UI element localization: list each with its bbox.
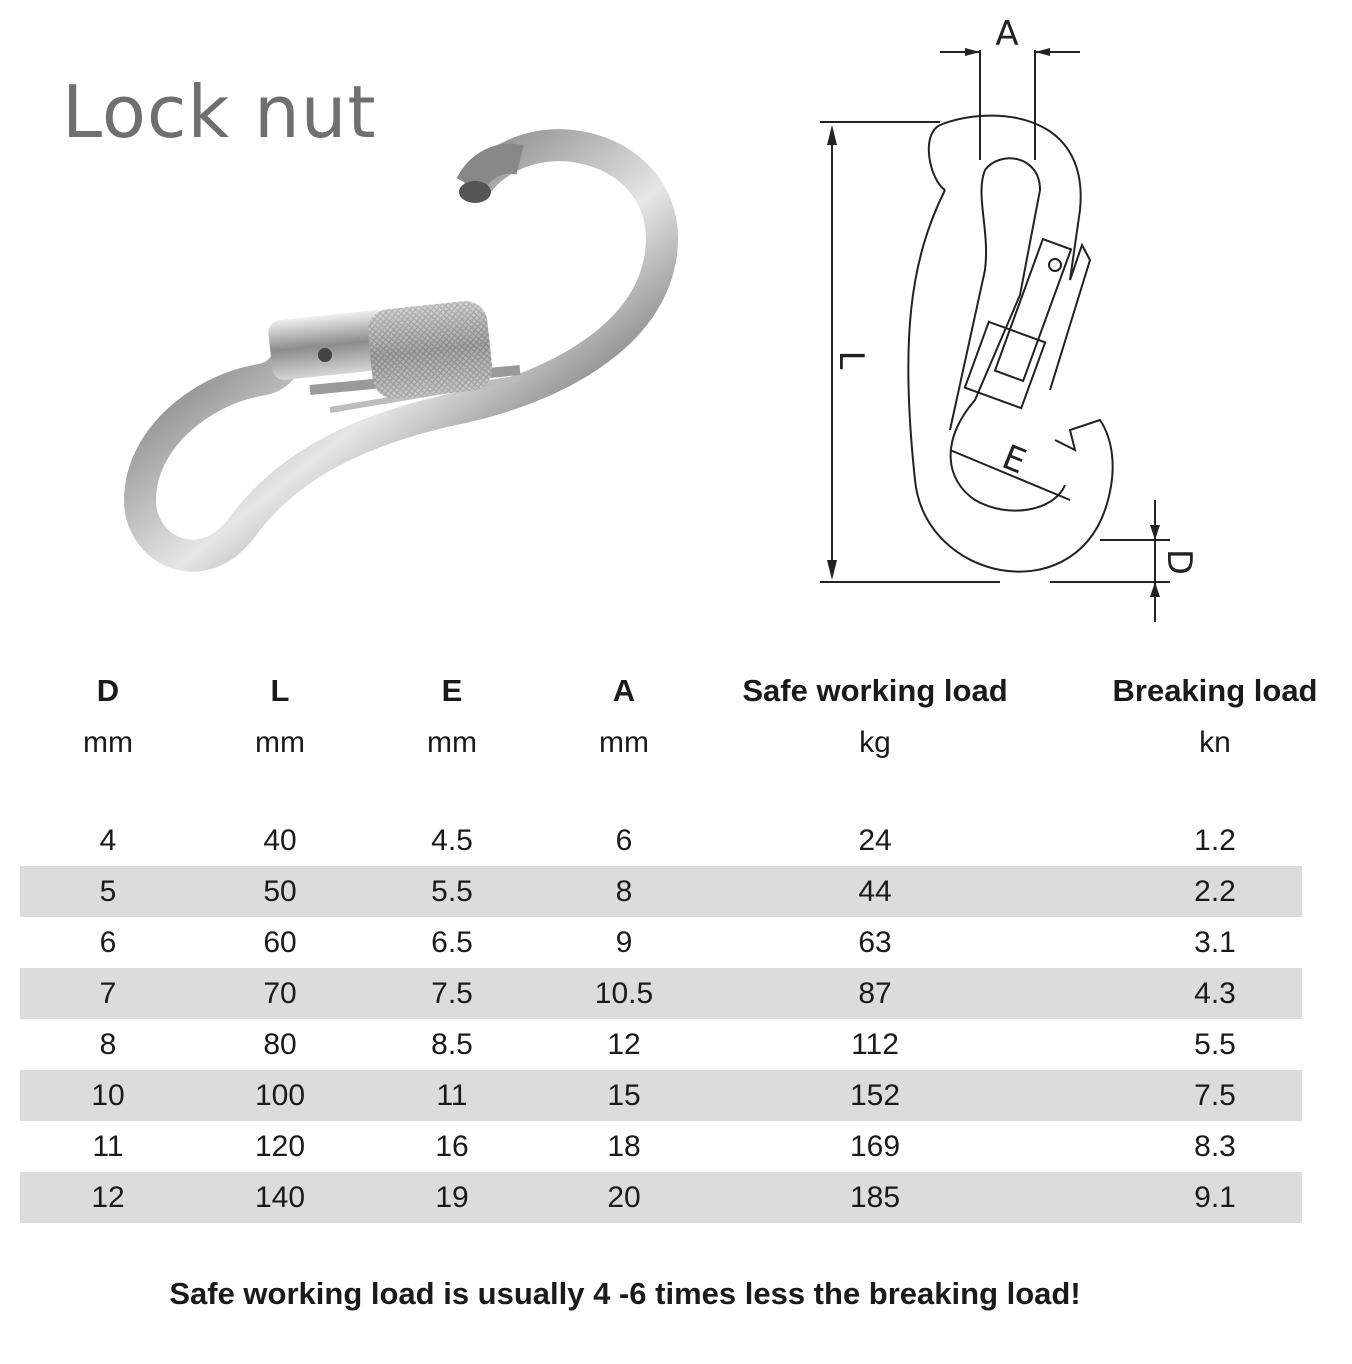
- cell-e: 7.5: [431, 976, 473, 1010]
- cell-swl: 152: [849, 1078, 901, 1112]
- cell-d: 7: [99, 976, 117, 1010]
- cell-a: 12: [607, 1027, 641, 1061]
- table-row: [20, 866, 1302, 917]
- table-row: [20, 1070, 1302, 1121]
- dimension-diagram: [800, 10, 1220, 630]
- page-title: Lock nut: [62, 70, 377, 154]
- spec-table: [20, 665, 1318, 1223]
- cell-bl: 5.5: [1194, 1027, 1236, 1061]
- table-row: [20, 968, 1302, 1019]
- cell-a: 6: [615, 823, 633, 857]
- cell-d: 4: [99, 823, 117, 857]
- cell-swl: 87: [858, 976, 892, 1010]
- label-l: L: [831, 350, 871, 370]
- label-a: A: [995, 14, 1019, 54]
- cell-d: 10: [91, 1078, 125, 1112]
- cell-e: 8.5: [431, 1027, 473, 1061]
- cell-l: 50: [263, 874, 297, 908]
- cell-swl: 169: [849, 1129, 901, 1163]
- cell-bl: 2.2: [1194, 874, 1236, 908]
- cell-l: 40: [263, 823, 297, 857]
- unit-l: mm: [255, 726, 305, 759]
- header-breaking-load: Breaking load: [1112, 673, 1318, 708]
- unit-safe-working-load: kg: [859, 726, 891, 759]
- header-safe-working-load: Safe working load: [742, 673, 1008, 708]
- cell-a: 8: [615, 874, 633, 908]
- cell-a: 20: [607, 1180, 641, 1214]
- header-a: A: [612, 673, 636, 708]
- unit-a: mm: [599, 726, 649, 759]
- cell-e: 4.5: [431, 823, 473, 857]
- cell-e: 16: [435, 1129, 469, 1163]
- unit-breaking-load: kn: [1199, 726, 1231, 759]
- cell-e: 11: [436, 1078, 468, 1112]
- cell-bl: 4.3: [1194, 976, 1236, 1010]
- header-l: L: [270, 673, 290, 708]
- cell-a: 10.5: [594, 976, 654, 1010]
- cell-d: 12: [91, 1180, 125, 1214]
- table-row: [20, 917, 1302, 968]
- cell-e: 19: [435, 1180, 469, 1214]
- cell-l: 70: [263, 976, 297, 1010]
- cell-swl: 63: [858, 925, 892, 959]
- table-row: [20, 815, 1302, 866]
- cell-e: 6.5: [431, 925, 473, 959]
- cell-bl: 8.3: [1194, 1129, 1236, 1163]
- cell-l: 80: [263, 1027, 297, 1061]
- cell-e: 5.5: [431, 874, 473, 908]
- cell-swl: 185: [849, 1180, 901, 1214]
- cell-d: 6: [99, 925, 117, 959]
- cell-a: 9: [615, 925, 633, 959]
- cell-swl: 24: [858, 823, 892, 857]
- cell-d: 5: [99, 874, 117, 908]
- header-d: D: [96, 673, 120, 708]
- label-d: D: [1159, 548, 1199, 576]
- cell-bl: 1.2: [1194, 823, 1236, 857]
- cell-d: 11: [92, 1129, 124, 1163]
- unit-e: mm: [427, 726, 477, 759]
- unit-d: mm: [83, 726, 133, 759]
- cell-l: 60: [263, 925, 297, 959]
- cell-l: 140: [254, 1180, 306, 1214]
- load-note: Safe working load is usually 4 -6 times less the breaking load!: [169, 1276, 1081, 1311]
- carabiner-photo: [120, 110, 690, 590]
- cell-l: 100: [254, 1078, 306, 1112]
- cell-l: 120: [254, 1129, 306, 1163]
- table-header-row: [20, 665, 1318, 717]
- cell-a: 15: [607, 1078, 641, 1112]
- cell-bl: 7.5: [1194, 1078, 1236, 1112]
- cell-swl: 44: [858, 874, 892, 908]
- table-row: [20, 1121, 1302, 1172]
- cell-bl: 3.1: [1194, 925, 1236, 959]
- label-e: E: [996, 437, 1032, 483]
- table-row: [20, 1019, 1302, 1070]
- table-row: [20, 1172, 1302, 1223]
- cell-bl: 9.1: [1194, 1180, 1236, 1214]
- cell-a: 18: [607, 1129, 641, 1163]
- cell-d: 8: [99, 1027, 117, 1061]
- table-unit-row: [20, 717, 1302, 769]
- header-e: E: [441, 673, 463, 708]
- cell-swl: 112: [851, 1027, 899, 1061]
